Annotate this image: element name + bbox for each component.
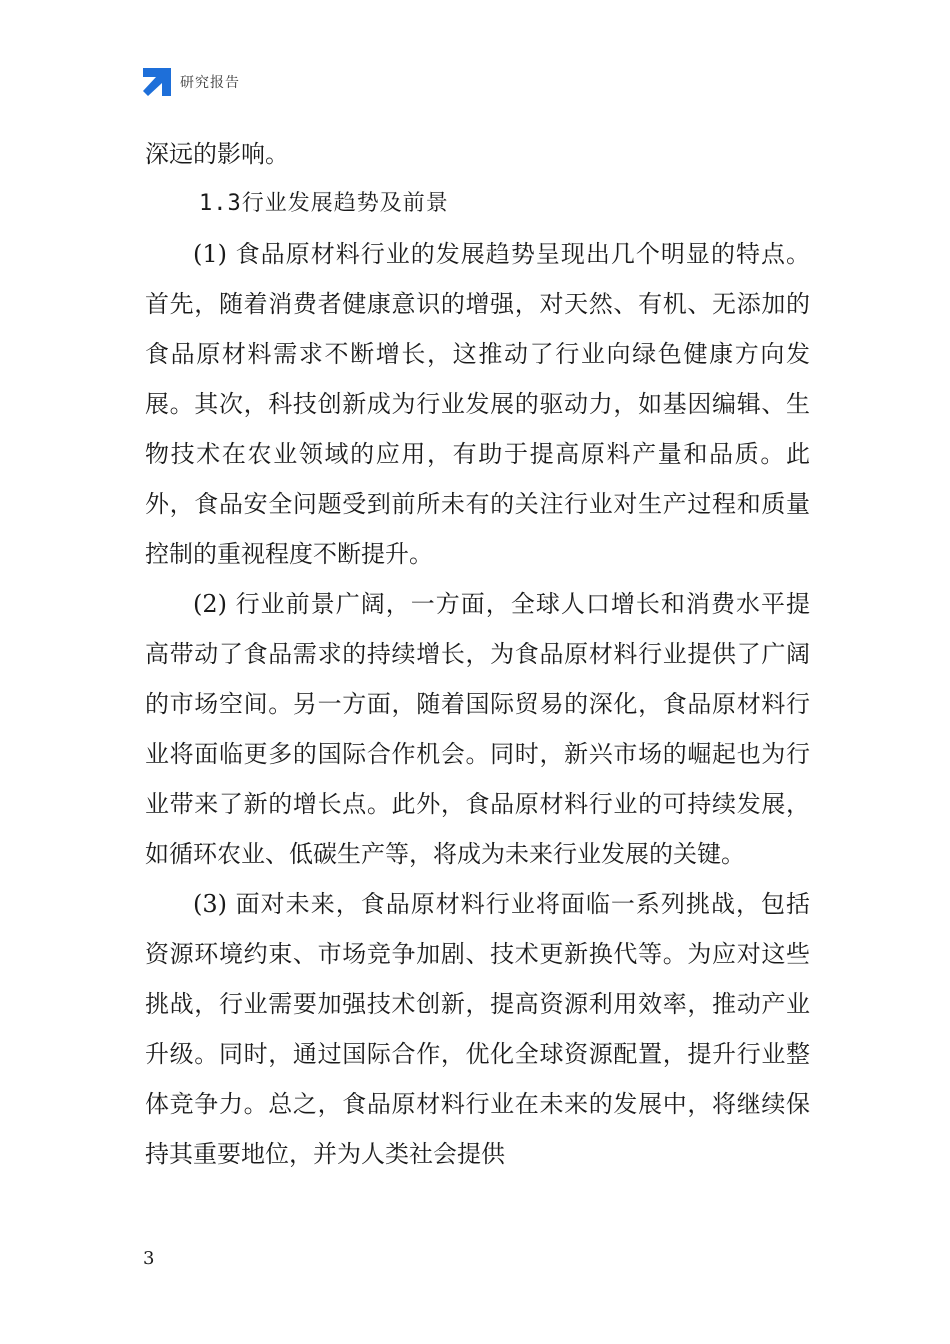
report-logo-icon (143, 68, 171, 96)
document-body (145, 129, 810, 1179)
paragraph-3: (3) 面对未来，食品原材料行业将面临一系列挑战，包括资源环境约束、市场竞争加剧、技术更新换代等。为应对这些挑战，行业需要加强技术创新，提高资源利用效率，推动产业升级。同时，通过国际合作，优化全球资源配置，提升行业整体竞争力。总之，食品原材料行业在未来的发展中，将继续保持其重要地位，并为人类社会提供 (145, 890, 810, 1168)
intro-fragment: 深远的影响。 (145, 140, 289, 168)
page-number: 3 (143, 1248, 155, 1269)
report-header-title: 研究报告 (180, 75, 240, 91)
paragraph-2: (2) 行业前景广阔，一方面，全球人口增长和消费水平提高带动了食品需求的持续增长，为食品原材料行业提供了广阔的市场空间。另一方面，随着国际贸易的深化，食品原材料行业将面临更多的国际合作机会。同时，新兴市场的崛起也为行业带来了新的增长点。此外，食品原材料行业的可持续发展，如循环农业、低碳生产等，将成为未来行业发展的关键。 (145, 590, 810, 868)
report-header (143, 68, 240, 96)
paragraph-1: (1) 食品原材料行业的发展趋势呈现出几个明显的特点。首先，随着消费者健康意识的增强，对天然、有机、无添加的食品原材料需求不断增长，这推动了行业向绿色健康方向发展。其次，科技创新成为行业发展的驱动力，如基因编辑、生物技术在农业领域的应用，有助于提高原料产量和品质。此外，食品安全问题受到前所未有的关注行业对生产过程和质量控制的重视程度不断提升。 (145, 240, 810, 568)
section-heading: 1.3行业发展趋势及前景 (199, 191, 449, 216)
